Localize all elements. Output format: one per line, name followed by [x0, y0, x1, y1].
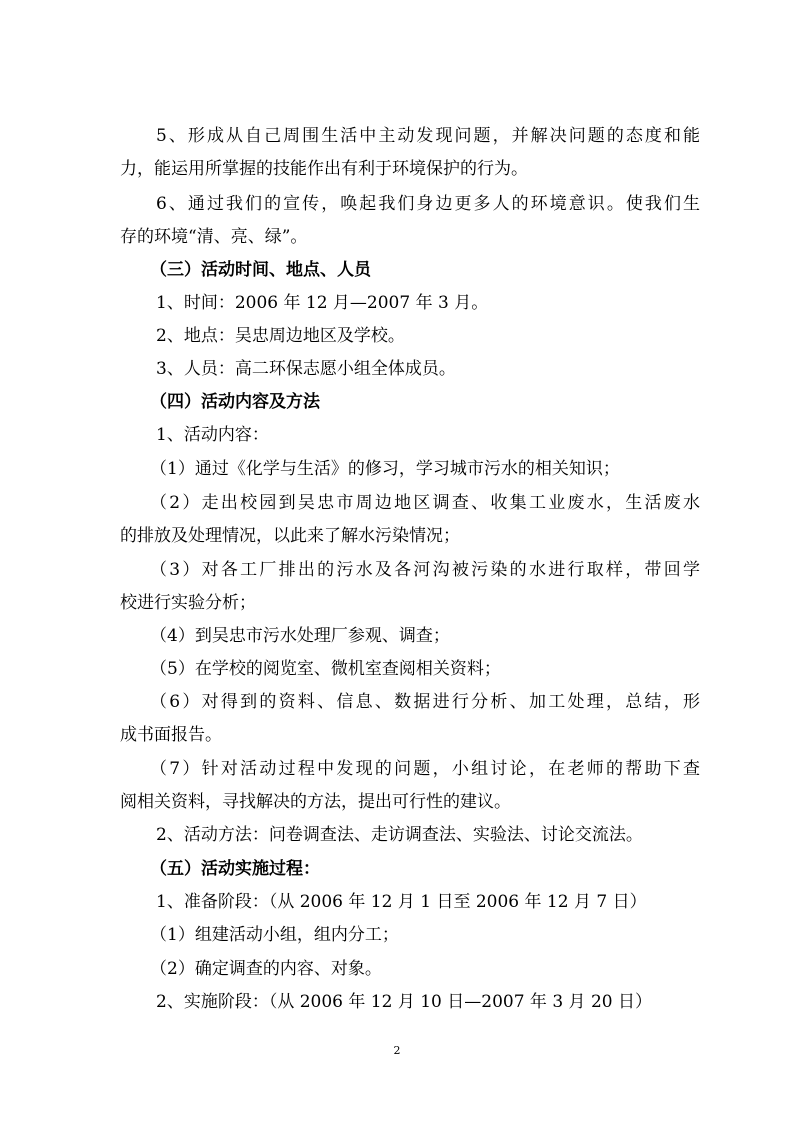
paragraph-line: 成书面报告。 [120, 725, 222, 745]
paragraph-line: 校进行实验分析； [120, 593, 256, 613]
section-heading: （五）活动实施过程： [150, 859, 320, 879]
list-item: （2）确定调查的内容、对象。 [150, 959, 382, 979]
list-item: （2）走出校园到吴忠市周边地区调查、收集工业废水，生活废水 [150, 493, 700, 513]
paragraph-line: 2、实施阶段：（从 2006 年 12 月 10 日—2007 年 3 月 20 日） [156, 992, 652, 1012]
paragraph-line: 1、准备阶段：（从 2006 年 12 月 1 日至 2006 年 12 月 7 日） [156, 892, 647, 912]
paragraph-line: 的排放及处理情况，以此来了解水污染情况； [120, 526, 460, 546]
paragraph-line: 3、人员：高二环保志愿小组全体成员。 [156, 359, 456, 379]
list-item: （7）针对活动过程中发现的问题，小组讨论，在老师的帮助下查 [150, 759, 700, 779]
paragraph-line: 存的环境“清、亮、绿”。 [120, 227, 308, 247]
paragraph-line: 2、活动方法：问卷调查法、走访调查法、实验法、讨论交流法。 [156, 825, 643, 845]
paragraph-line: 阅相关资料，寻找解决的方法，提出可行性的建议。 [120, 792, 511, 812]
paragraph-line: 1、时间：2006 年 12 月—2007 年 3 月。 [156, 293, 489, 313]
paragraph-line: 1、活动内容： [156, 425, 269, 445]
list-item: （4）到吴忠市污水处理厂参观、调查； [150, 626, 450, 646]
list-item: （1）通过《化学与生活》的修习，学习城市污水的相关知识； [150, 459, 620, 479]
list-item: （3）对各工厂排出的污水及各河沟被污染的水进行取样，带回学 [150, 560, 700, 580]
section-heading: （四）活动内容及方法 [150, 392, 320, 412]
paragraph-line: 力，能运用所掌握的技能作出有利于环境保护的行为。 [120, 159, 528, 179]
paragraph-line: 2、地点：吴忠周边地区及学校。 [156, 326, 405, 346]
list-item: （5）在学校的阅览室、微机室查阅相关资料； [150, 659, 501, 679]
paragraph-line: 6、通过我们的宣传，唤起我们身边更多人的环境意识。使我们生 [156, 194, 700, 214]
paragraph-line: 5、形成从自己周围生活中主动发现问题，并解决问题的态度和能 [156, 126, 700, 146]
page-number: 2 [393, 1044, 401, 1057]
list-item: （6）对得到的资料、信息、数据进行分析、加工处理，总结，形 [150, 692, 700, 712]
section-heading: （三）活动时间、地点、人员 [150, 260, 371, 280]
list-item: （1）组建活动小组，组内分工； [150, 925, 399, 945]
